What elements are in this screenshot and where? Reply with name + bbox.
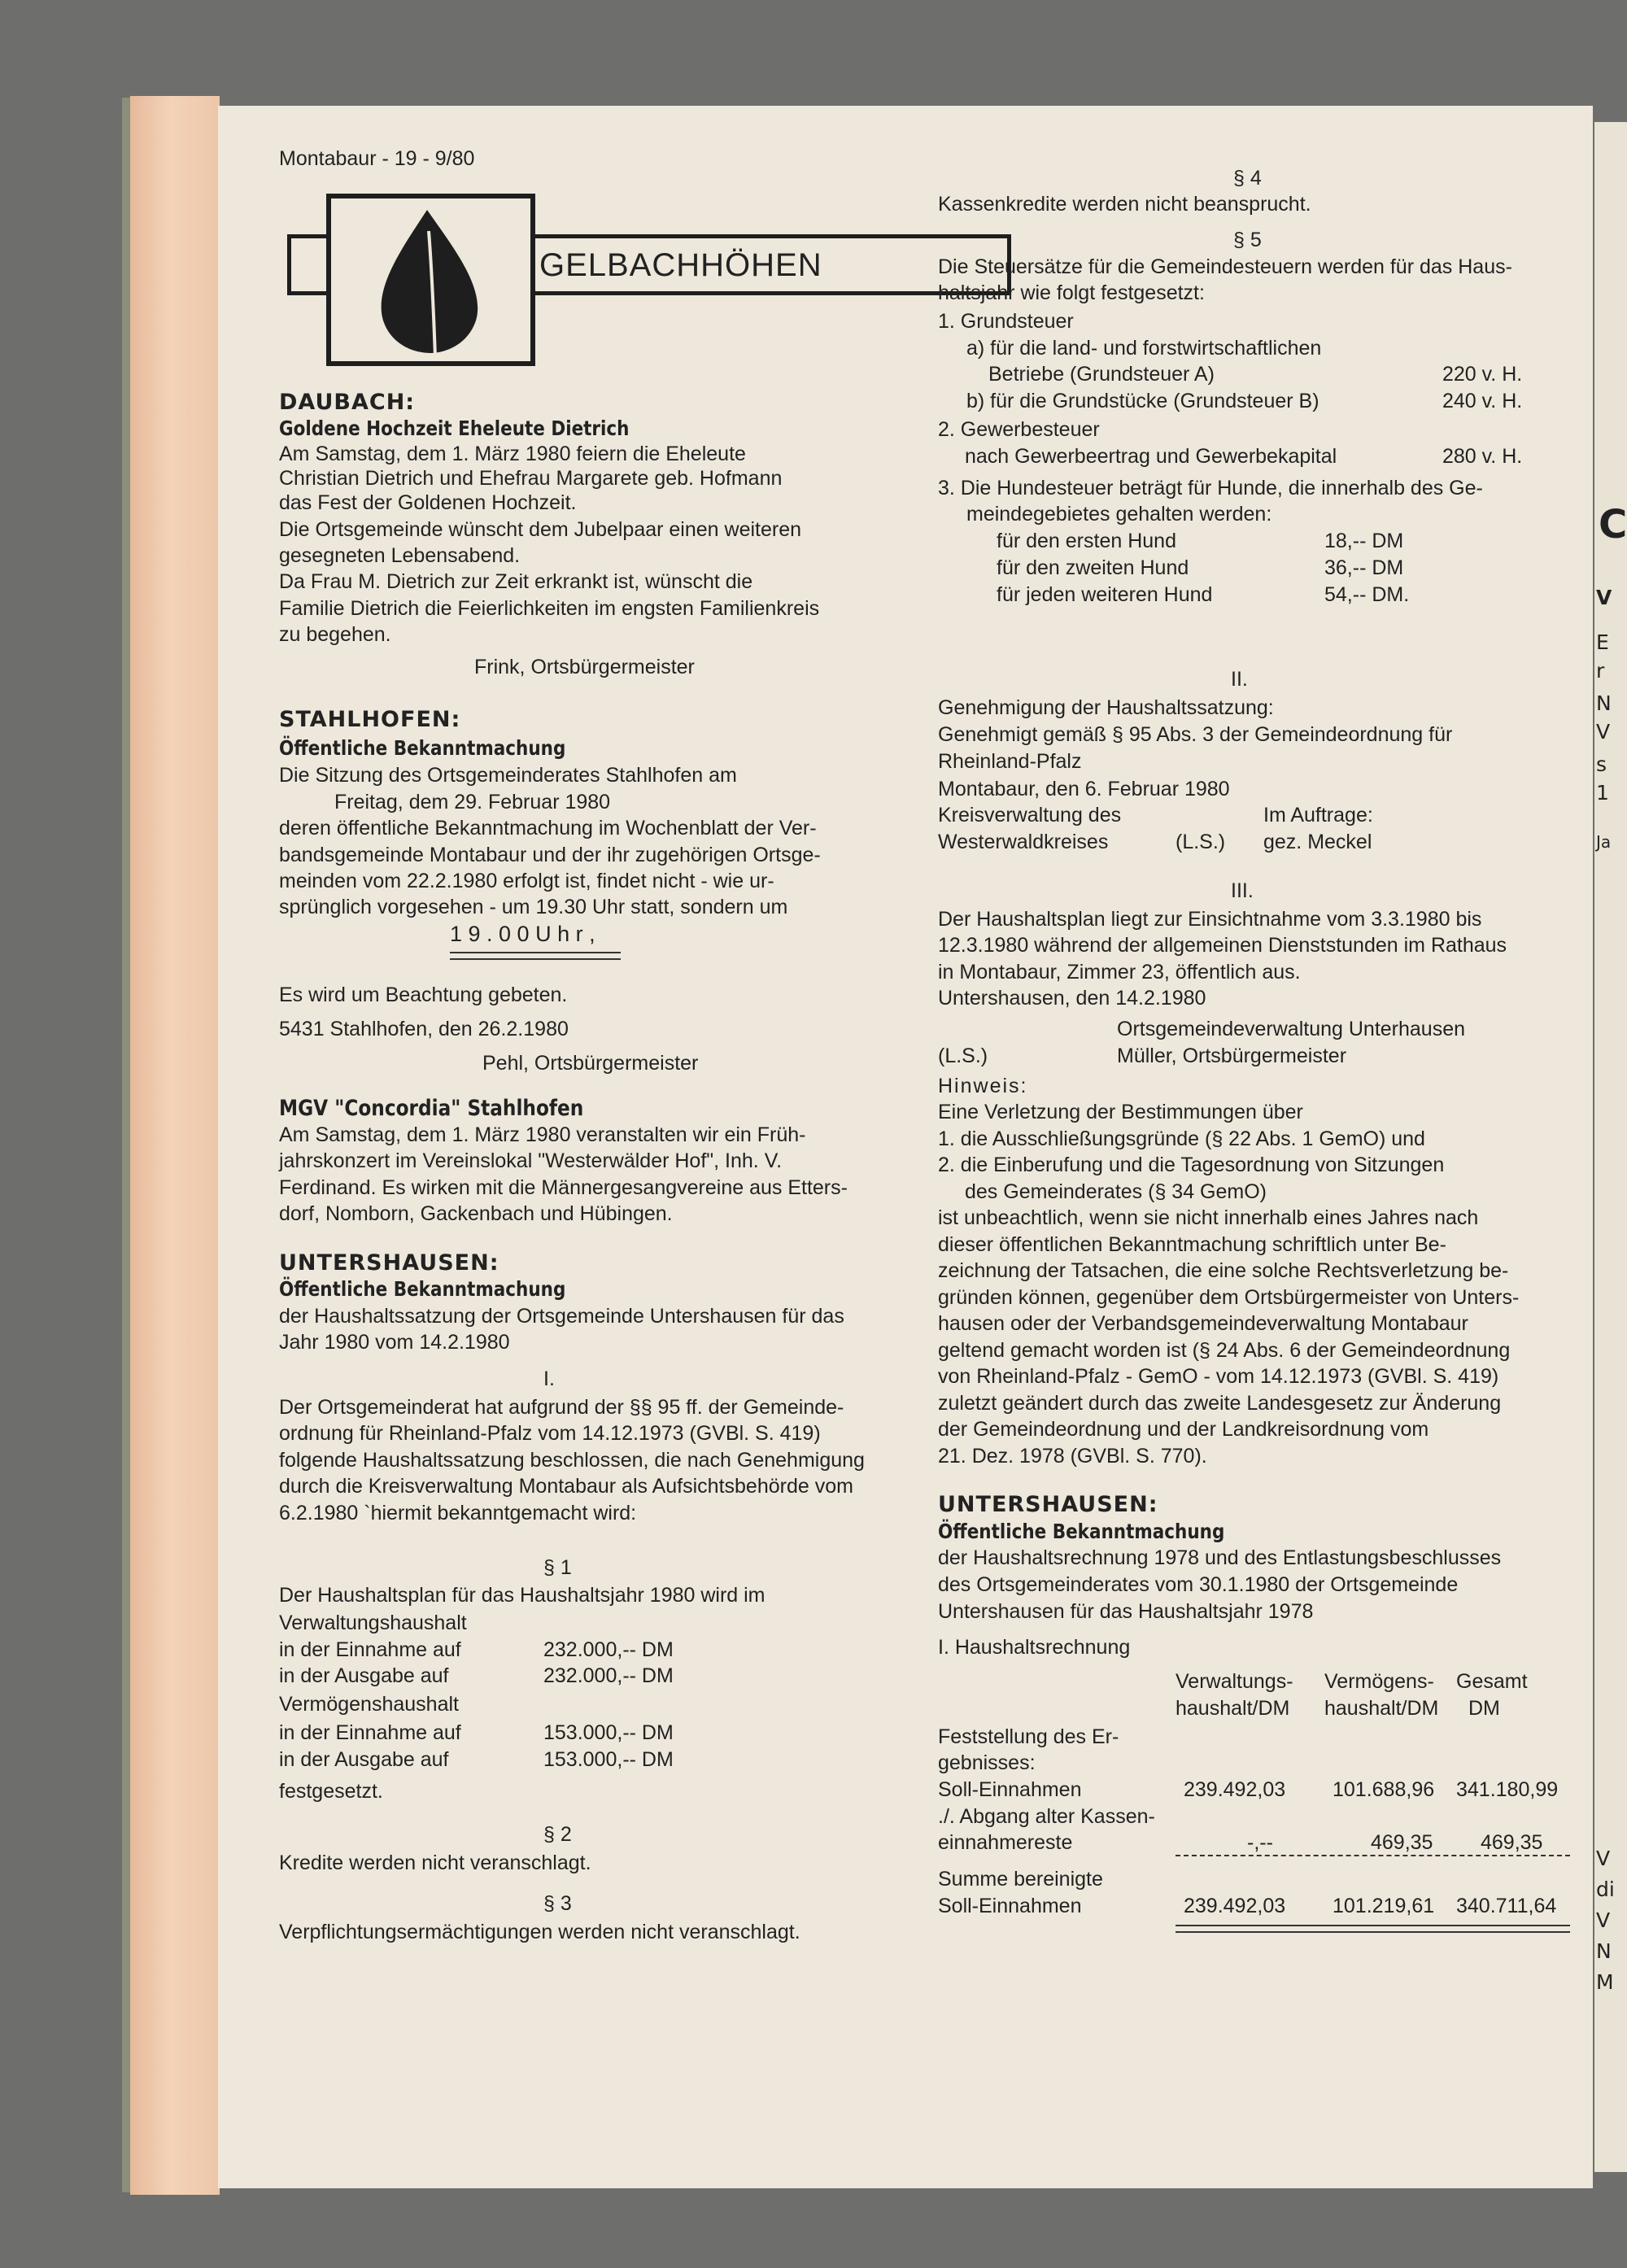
row-label: gebnisses: bbox=[938, 1751, 1036, 1774]
section-heading: UNTERSHAUSEN: bbox=[938, 1492, 1158, 1517]
text-line: Ortsgemeindeverwaltung Unterhausen bbox=[1117, 1018, 1466, 1040]
tax-rate: 240 v. H. bbox=[1442, 390, 1523, 412]
budget-label: in der Ausgabe auf bbox=[279, 1664, 449, 1687]
article-title: Öffentliche Bekanntmachung bbox=[279, 736, 566, 760]
seal-mark: (L.S.) bbox=[938, 1045, 988, 1067]
text-line: Hinweis: bbox=[938, 1075, 1028, 1097]
text-line: Am Samstag, dem 1. März 1980 veranstalten wir ein Früh- bbox=[279, 1123, 806, 1146]
double-underline bbox=[450, 952, 621, 960]
text-line: Familie Dietrich die Feierlichkeiten im engsten Familienkreis bbox=[279, 597, 820, 620]
double-underline bbox=[1176, 1925, 1570, 1933]
meeting-time: 1 9 . 0 0 U h r , bbox=[450, 922, 595, 946]
signature: Frink, Ortsbürgermeister bbox=[474, 656, 695, 678]
edge-letter: V bbox=[1596, 720, 1611, 744]
signature: Müller, Ortsbürgermeister bbox=[1117, 1045, 1347, 1067]
text-line: des Gemeinderates (§ 34 GemO) bbox=[965, 1180, 1267, 1203]
edge-letter: N bbox=[1596, 691, 1612, 715]
paragraph-sign: § 3 bbox=[543, 1892, 572, 1915]
section-heading: STAHLHOFEN: bbox=[279, 707, 461, 732]
text-line: Genehmigt gemäß § 95 Abs. 3 der Gemeindeordnung für bbox=[938, 723, 1453, 746]
text-line: Der Haushaltsplan für das Haushaltsjahr 1980 wird im bbox=[279, 1584, 766, 1607]
dashed-rule bbox=[1176, 1855, 1570, 1856]
section-heading: UNTERSHAUSEN: bbox=[279, 1250, 499, 1276]
column-header: DM bbox=[1468, 1697, 1500, 1720]
edge-letter: C bbox=[1599, 502, 1627, 547]
text-line: Westerwaldkreises bbox=[938, 831, 1109, 853]
text-line: der Gemeindeordnung und der Landkreisordnung vom bbox=[938, 1418, 1429, 1441]
tax-rate: 220 v. H. bbox=[1442, 363, 1523, 386]
text-line: Vermögenshaushalt bbox=[279, 1693, 459, 1716]
newspaper-page bbox=[218, 106, 1593, 2188]
text-line: Die Steuersätze für die Gemeindesteuern werden für das Haus- bbox=[938, 255, 1512, 278]
table-value: 469,35 bbox=[1481, 1831, 1543, 1854]
row-label: Feststellung des Er- bbox=[938, 1725, 1119, 1748]
text-line: 12.3.1980 während der allgemeinen Dienststunden im Rathaus bbox=[938, 934, 1507, 957]
text-line: Betriebe (Grundsteuer A) bbox=[988, 363, 1215, 386]
text-line: dorf, Nomborn, Gackenbach und Hübingen. bbox=[279, 1202, 673, 1225]
text-line: 2. die Einberufung und die Tagesordnung von Sitzungen bbox=[938, 1154, 1445, 1176]
date-line: Montabaur, den 6. Februar 1980 bbox=[938, 778, 1230, 800]
date-line: Untershausen, den 14.2.1980 bbox=[938, 987, 1206, 1010]
text-line: festgesetzt. bbox=[279, 1780, 383, 1803]
column-header: haushalt/DM bbox=[1324, 1697, 1439, 1720]
table-value: -,-- bbox=[1247, 1831, 1273, 1854]
text-line: Rheinland-Pfalz bbox=[938, 750, 1082, 773]
text-line: von Rheinland-Pfalz - GemO - vom 14.12.1973 (GVBl. S. 419) bbox=[938, 1365, 1499, 1388]
roman-numeral: II. bbox=[1231, 668, 1248, 691]
text-line: Im Auftrage: bbox=[1263, 804, 1373, 827]
paragraph-sign: § 1 bbox=[543, 1556, 572, 1579]
budget-label: in der Einnahme auf bbox=[279, 1638, 461, 1661]
table-value: 239.492,03 bbox=[1184, 1778, 1286, 1801]
article-title: Öffentliche Bekanntmachung bbox=[279, 1277, 566, 1301]
text-line: Eine Verletzung der Bestimmungen über bbox=[938, 1101, 1303, 1123]
text-line: Verpflichtungsermächtigungen werden nicht veranschlagt. bbox=[279, 1921, 800, 1943]
text-line: Die Ortsgemeinde wünscht dem Jubelpaar einen weiteren bbox=[279, 518, 802, 541]
column-header: Vermögens- bbox=[1324, 1670, 1434, 1693]
text-line: Kredite werden nicht veranschlagt. bbox=[279, 1851, 591, 1874]
text-line: I. Haushaltsrechnung bbox=[938, 1636, 1131, 1659]
article-title: Öffentliche Bekanntmachung bbox=[938, 1520, 1225, 1543]
text-line: jahrskonzert im Vereinslokal "Westerwälder Hof", Inh. V. bbox=[279, 1149, 783, 1172]
dog-tax-label: für den zweiten Hund bbox=[997, 556, 1189, 579]
page-header: Montabaur - 19 - 9/80 bbox=[279, 147, 475, 170]
text-line: gründen können, gegenüber dem Ortsbürgermeister von Unters- bbox=[938, 1286, 1520, 1309]
edge-letter: s bbox=[1596, 752, 1607, 776]
row-label: Soll-Einnahmen bbox=[938, 1778, 1082, 1801]
table-value: 341.180,99 bbox=[1456, 1778, 1559, 1801]
table-value: 101.688,96 bbox=[1333, 1778, 1435, 1801]
text-line: 21. Dez. 1978 (GVBl. S. 770). bbox=[938, 1445, 1207, 1468]
table-value: 101.219,61 bbox=[1333, 1895, 1435, 1917]
text-line: Freitag, dem 29. Februar 1980 bbox=[334, 791, 611, 813]
edge-letter: Ja bbox=[1596, 832, 1612, 852]
text-line: meinden vom 22.2.1980 erfolgt ist, findet nicht - wie ur- bbox=[279, 870, 774, 892]
section-heading: DAUBACH: bbox=[279, 390, 416, 415]
next-page-edge bbox=[1594, 122, 1627, 2172]
budget-label: in der Einnahme auf bbox=[279, 1721, 461, 1744]
row-label: ./. Abgang alter Kassen- bbox=[938, 1805, 1155, 1828]
tax-rate: 280 v. H. bbox=[1442, 445, 1523, 468]
budget-value: 232.000,-- DM bbox=[543, 1664, 674, 1687]
edge-letter: di bbox=[1596, 1878, 1615, 1901]
page-binding-edge bbox=[130, 96, 220, 2195]
text-line: Am Samstag, dem 1. März 1980 feiern die Eheleute bbox=[279, 443, 746, 465]
text-line: geltend gemacht worden ist (§ 24 Abs. 6 der Gemeindeordnung bbox=[938, 1339, 1511, 1362]
text-line: hausen oder der Verbandsgemeindeverwaltung Montabaur bbox=[938, 1312, 1468, 1335]
column-header: Verwaltungs- bbox=[1176, 1670, 1293, 1693]
text-line: Da Frau M. Dietrich zur Zeit erkrankt ist, wünscht die bbox=[279, 570, 753, 593]
text-line: sprünglich vorgesehen - um 19.30 Uhr statt, sondern um bbox=[279, 896, 788, 918]
article-title: MGV "Concordia" Stahlhofen bbox=[279, 1096, 584, 1121]
text-line: meindegebietes gehalten werden: bbox=[966, 503, 1272, 526]
dog-tax-value: 54,-- DM. bbox=[1324, 583, 1410, 606]
signature: gez. Meckel bbox=[1263, 831, 1372, 853]
edge-letter: V bbox=[1596, 1847, 1611, 1870]
edge-letter: M bbox=[1596, 1970, 1614, 1994]
text-line: ist unbeachtlich, wenn sie nicht innerhalb eines Jahres nach bbox=[938, 1206, 1479, 1229]
text-line: nach Gewerbeertrag und Gewerbekapital bbox=[965, 445, 1337, 468]
text-line: Christian Dietrich und Ehefrau Margarete geb. Hofmann bbox=[279, 467, 783, 490]
text-line: bandsgemeinde Montabaur und der ihr zugehörigen Ortsge- bbox=[279, 844, 821, 866]
edge-letter: E bbox=[1596, 630, 1609, 654]
leaf-emblem-frame bbox=[326, 194, 535, 366]
text-line: Verwaltungshaushalt bbox=[279, 1612, 467, 1634]
paragraph-sign: § 2 bbox=[543, 1823, 572, 1846]
text-line: Kassenkredite werden nicht beansprucht. bbox=[938, 193, 1311, 216]
text-line: zu begehen. bbox=[279, 623, 391, 646]
edge-letter: 1 bbox=[1596, 781, 1609, 805]
table-value: 469,35 bbox=[1371, 1831, 1433, 1854]
leaf-icon bbox=[331, 198, 530, 361]
text-line: ordnung für Rheinland-Pfalz vom 14.12.1973 (GVBl. S. 419) bbox=[279, 1422, 821, 1445]
text-line: dieser öffentlichen Bekanntmachung schriftlich unter Be- bbox=[938, 1233, 1446, 1256]
article-title: Goldene Hochzeit Eheleute Dietrich bbox=[279, 417, 630, 440]
text-line: Der Haushaltsplan liegt zur Einsichtnahme vom 3.3.1980 bis bbox=[938, 908, 1482, 931]
dog-tax-label: für jeden weiteren Hund bbox=[997, 583, 1213, 606]
text-line: folgende Haushaltssatzung beschlossen, die nach Genehmigung bbox=[279, 1449, 865, 1472]
text-line: Der Ortsgemeinderat hat aufgrund der §§ 95 ff. der Gemeinde- bbox=[279, 1396, 844, 1419]
text-line: Jahr 1980 vom 14.2.1980 bbox=[279, 1331, 510, 1354]
signature: Pehl, Ortsbürgermeister bbox=[482, 1052, 699, 1075]
text-line: Kreisverwaltung des bbox=[938, 804, 1122, 827]
dog-tax-value: 18,-- DM bbox=[1324, 530, 1404, 552]
text-line: b) für die Grundstücke (Grundsteuer B) bbox=[966, 390, 1319, 412]
text-line: a) für die land- und forstwirtschaftlichen bbox=[966, 337, 1322, 360]
text-line: 1. die Ausschließungsgründe (§ 22 Abs. 1 GemO) und bbox=[938, 1127, 1425, 1150]
text-line: Die Sitzung des Ortsgemeinderates Stahlhofen am bbox=[279, 764, 737, 787]
text-line: das Fest der Goldenen Hochzeit. bbox=[279, 491, 577, 514]
date-line: 5431 Stahlhofen, den 26.2.1980 bbox=[279, 1018, 569, 1040]
text-line: der Haushaltssatzung der Ortsgemeinde Untershausen für das bbox=[279, 1305, 844, 1328]
edge-letter: V bbox=[1596, 1908, 1611, 1932]
table-value: 239.492,03 bbox=[1184, 1895, 1286, 1917]
text-line: 2. Gewerbesteuer bbox=[938, 418, 1100, 441]
text-line: Untershausen für das Haushaltsjahr 1978 bbox=[938, 1600, 1314, 1623]
text-line: 1. Grundsteuer bbox=[938, 310, 1074, 333]
edge-letter: N bbox=[1596, 1939, 1612, 1963]
budget-value: 153.000,-- DM bbox=[543, 1748, 674, 1771]
text-line: der Haushaltsrechnung 1978 und des Entlastungsbeschlusses bbox=[938, 1546, 1502, 1569]
roman-numeral: III. bbox=[1231, 879, 1254, 902]
text-line: des Ortsgemeinderates vom 30.1.1980 der Ortsgemeinde bbox=[938, 1573, 1459, 1596]
dog-tax-label: für den ersten Hund bbox=[997, 530, 1176, 552]
edge-letter: V bbox=[1596, 586, 1612, 609]
text-line: zeichnung der Tatsachen, die eine solche Rechtsverletzung be- bbox=[938, 1259, 1509, 1282]
gelbachhoehen-banner bbox=[287, 194, 1019, 356]
budget-value: 153.000,-- DM bbox=[543, 1721, 674, 1744]
table-value: 340.711,64 bbox=[1456, 1895, 1557, 1917]
text-line: 6.2.1980 `hiermit bekanntgemacht wird: bbox=[279, 1502, 637, 1524]
text-line: deren öffentliche Bekanntmachung im Wochenblatt der Ver- bbox=[279, 817, 817, 840]
roman-numeral: I. bbox=[543, 1367, 555, 1390]
budget-label: in der Ausgabe auf bbox=[279, 1748, 449, 1771]
row-label: Soll-Einnahmen bbox=[938, 1895, 1082, 1917]
text-line: Genehmigung der Haushaltssatzung: bbox=[938, 696, 1274, 719]
text-line: haltsjahr wie folgt festgesetzt: bbox=[938, 281, 1205, 304]
row-label: einnahmereste bbox=[938, 1831, 1073, 1854]
text-line: durch die Kreisverwaltung Montabaur als Aufsichtsbehörde vom bbox=[279, 1475, 853, 1498]
budget-value: 232.000,-- DM bbox=[543, 1638, 674, 1661]
text-line: 3. Die Hundesteuer beträgt für Hunde, die innerhalb des Ge- bbox=[938, 477, 1483, 499]
row-label: Summe bereinigte bbox=[938, 1868, 1103, 1891]
text-line: zuletzt geändert durch das zweite Landesgesetz zur Änderung bbox=[938, 1392, 1502, 1415]
text-line: gesegneten Lebensabend. bbox=[279, 544, 521, 567]
edge-letter: r bbox=[1596, 659, 1605, 683]
dog-tax-value: 36,-- DM bbox=[1324, 556, 1404, 579]
text-line: in Montabaur, Zimmer 23, öffentlich aus. bbox=[938, 961, 1301, 984]
banner-title: GELBACHHÖHEN bbox=[539, 247, 822, 283]
text-line: Ferdinand. Es wirken mit die Männergesangvereine aus Etters- bbox=[279, 1176, 848, 1199]
column-header: haushalt/DM bbox=[1176, 1697, 1290, 1720]
column-header: Gesamt bbox=[1456, 1670, 1528, 1693]
paragraph-sign: § 4 bbox=[1233, 167, 1262, 190]
text-line: Es wird um Beachtung gebeten. bbox=[279, 984, 568, 1006]
seal-mark: (L.S.) bbox=[1176, 831, 1226, 853]
paragraph-sign: § 5 bbox=[1233, 229, 1262, 251]
